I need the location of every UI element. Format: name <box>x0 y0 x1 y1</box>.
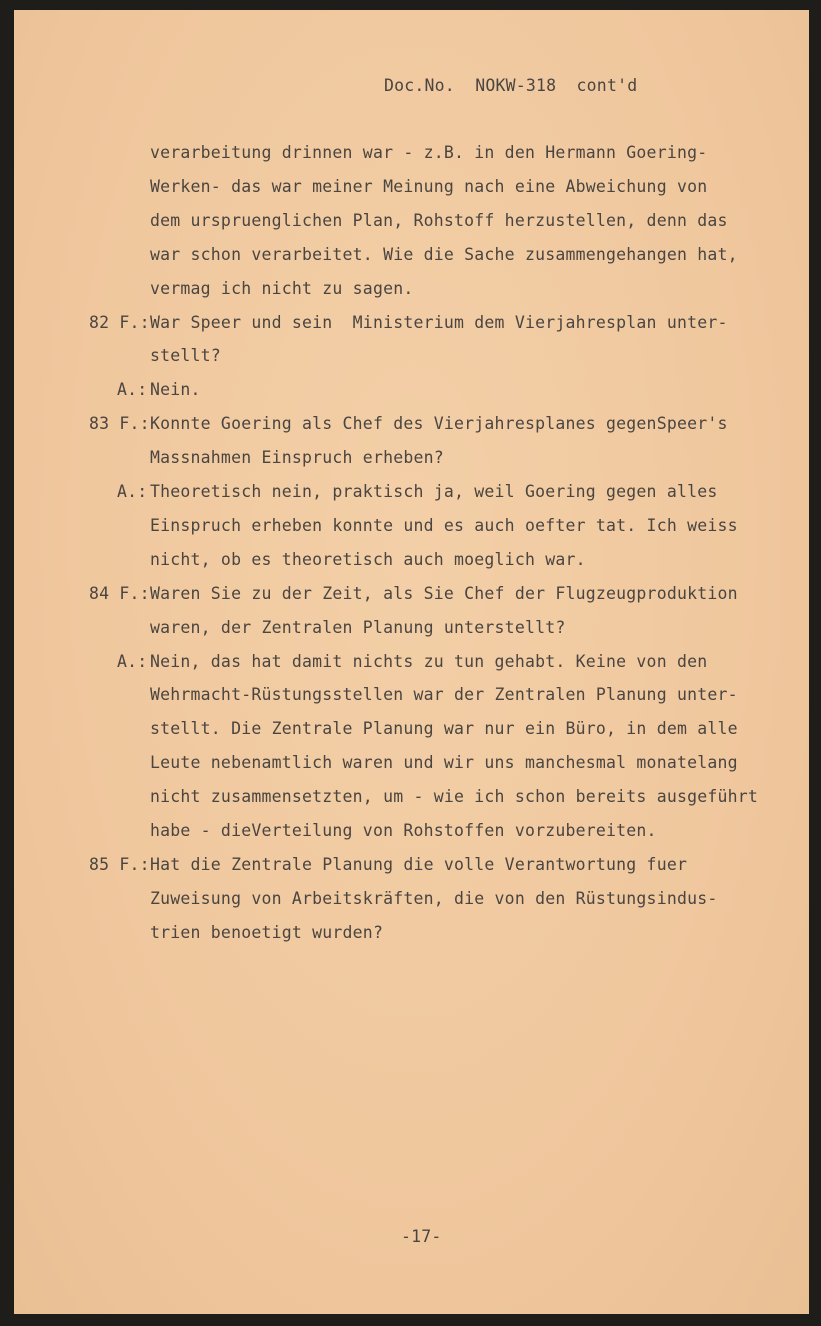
text-line: vermag ich nicht zu sagen. <box>150 278 414 298</box>
text-line: Konnte Goering als Chef des Vierjahresplanes gegenSpeer's <box>150 414 728 434</box>
answer-label: A.: <box>117 380 148 400</box>
text-line: Werken- das war meiner Meinung nach eine Abweichung von <box>150 176 708 196</box>
question-number: 85 F.: <box>89 854 150 874</box>
text-line: Einspruch erheben konnte und es auch oefter tat. Ich weiss <box>150 515 738 535</box>
document-page <box>14 10 809 1314</box>
document-reference: Doc.No. NOKW-318 cont'd <box>384 76 638 95</box>
text-line: Wehrmacht-Rüstungsstellen war der Zentralen Planung unter- <box>150 685 738 705</box>
text-line: War Speer und sein Ministerium dem Vierjahresplan unter- <box>150 312 728 332</box>
text-line: nicht, ob es theoretisch auch moeglich war. <box>150 549 586 569</box>
text-line: trien benoetigt wurden? <box>150 922 384 942</box>
text-line: habe - dieVerteilung von Rohstoffen vorzubereiten. <box>150 821 657 840</box>
question-number: 83 F.: <box>89 414 150 434</box>
text-line: Theoretisch nein, praktisch ja, weil Goering gegen alles <box>150 482 718 501</box>
text-line: Waren Sie zu der Zeit, als Sie Chef der Flugzeugproduktion <box>150 583 738 603</box>
question-number: 82 F.: <box>89 312 150 332</box>
text-line: Hat die Zentrale Planung die volle Verantwortung fuer <box>150 854 688 874</box>
text-line: Leute nebenamtlich waren und wir uns manchesmal monatelang <box>150 753 738 773</box>
question-number: 84 F.: <box>89 583 150 603</box>
text-line: Massnahmen Einspruch erheben? <box>150 448 444 468</box>
text-line: waren, der Zentralen Planung unterstellt? <box>150 617 566 637</box>
text-line: stellt. Die Zentrale Planung war nur ein Büro, in dem alle <box>150 719 738 739</box>
text-line: dem urspruenglichen Plan, Rohstoff herzustellen, denn das <box>150 210 728 230</box>
text-line: Nein, das hat damit nichts zu tun gehabt. Keine von den <box>150 651 708 671</box>
page-number: -17- <box>401 1227 442 1246</box>
text-line: Zuweisung von Arbeitskräften, die von den Rüstungsindus- <box>150 888 718 908</box>
text-line: nicht zusammensetzten, um - wie ich schon bereits ausgeführt <box>150 787 759 807</box>
answer-label: A.: <box>117 482 148 501</box>
text-line: war schon verarbeitet. Wie die Sache zusammengehangen hat, <box>150 244 738 264</box>
text-line: Nein. <box>150 380 201 400</box>
text-line: stellt? <box>150 346 221 366</box>
text-line: verarbeitung drinnen war - z.B. in den Hermann Goering- <box>150 143 708 162</box>
answer-label: A.: <box>117 651 148 671</box>
